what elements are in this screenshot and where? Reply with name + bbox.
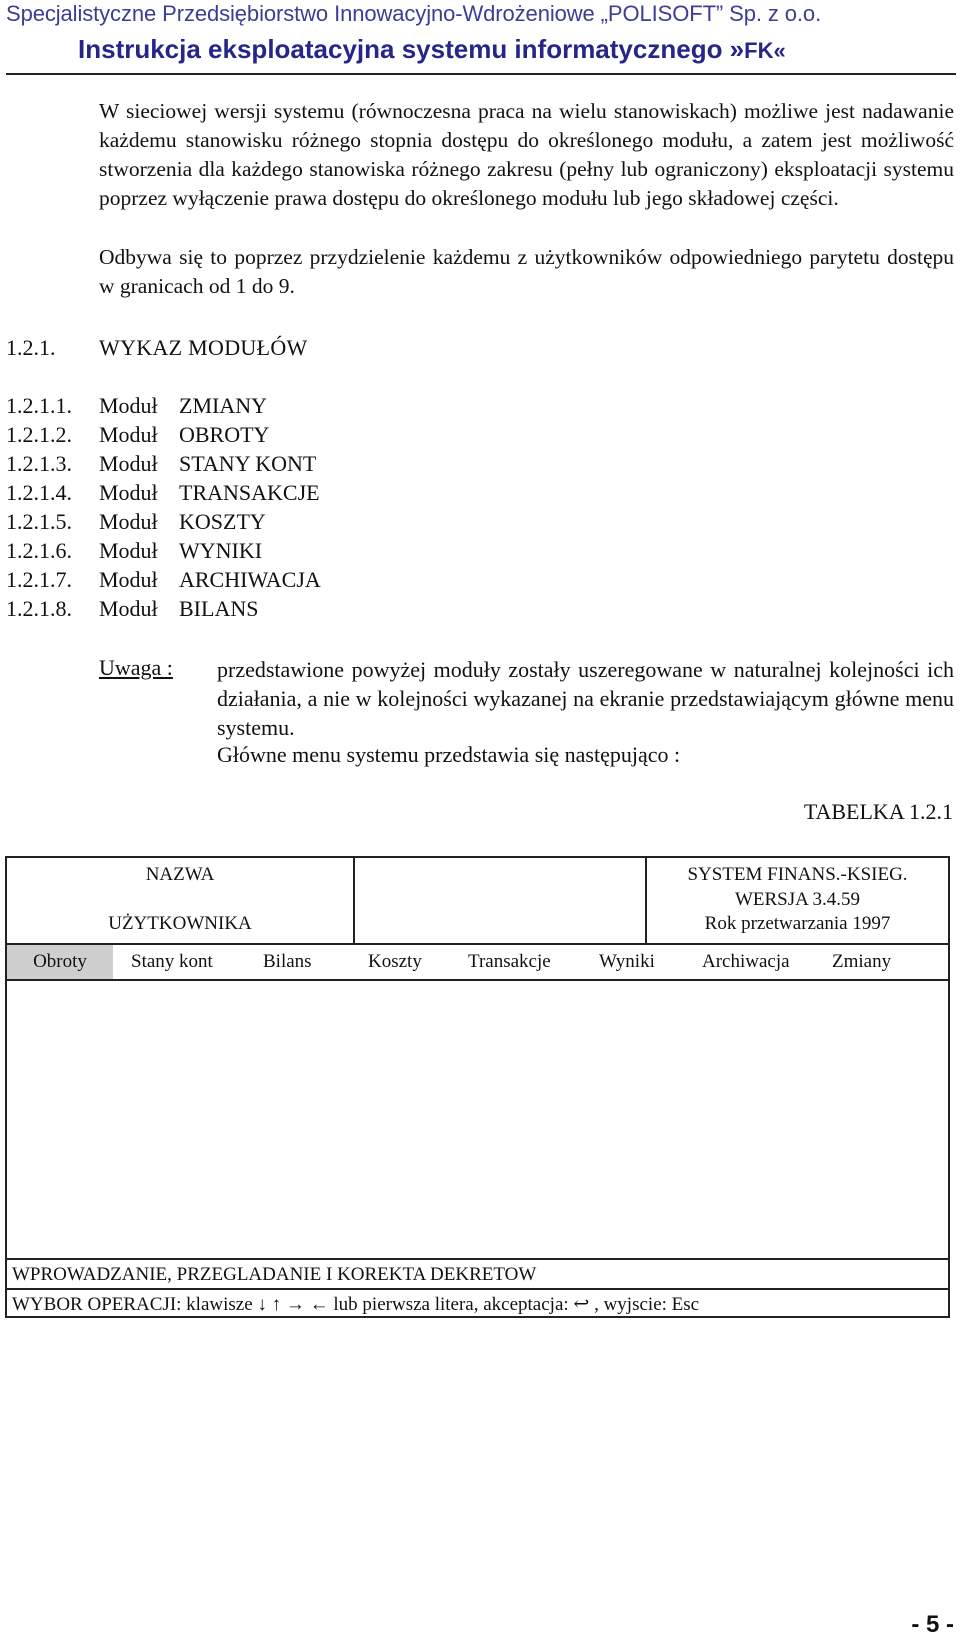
- module-list: [6, 391, 606, 623]
- menu-item-stany-kont[interactable]: Stany kont: [131, 951, 213, 972]
- module-name: STANY KONT: [179, 451, 317, 476]
- section-number: 1.2.1.: [6, 335, 56, 360]
- module-number: 1.2.1.4.: [6, 480, 72, 505]
- module-name: BILANS: [179, 596, 259, 621]
- intro-paragraph-1: W sieciowej wersji systemu (równoczesna praca na wielu stanowiskach) możliwe jest nadawanie każdemu stanowisku różnego stopnia dostępu do określonego modułu, a zatem jest możliwość stworzenia dla każdego stanowiska różnego zakresu (pełny lub ograniczony) eksploatacji systemu poprzez wyłączenie prawa dostępu do określonego modułu lub jego składowej części.: [99, 99, 954, 210]
- menu-item-transakcje[interactable]: Transakcje: [468, 951, 551, 972]
- module-number: 1.2.1.3.: [6, 451, 72, 476]
- module-name: TRANSAKCJE: [179, 480, 320, 505]
- module-item: [6, 391, 606, 420]
- module-word: Moduł: [99, 422, 158, 447]
- main-menu-screen: [5, 856, 950, 1318]
- document-title: [78, 34, 958, 65]
- module-word: Moduł: [99, 509, 158, 534]
- module-word: Moduł: [99, 480, 158, 505]
- module-name: WYNIKI: [179, 538, 263, 563]
- table-caption: TABELKA 1.2.1: [803, 799, 953, 824]
- document-title-suffix: FK«: [744, 38, 786, 63]
- menu-item-bilans[interactable]: Bilans: [263, 951, 312, 972]
- menu-item-obroty[interactable]: Obroty: [7, 945, 113, 979]
- module-number: 1.2.1.7.: [6, 567, 72, 592]
- module-number: 1.2.1.6.: [6, 538, 72, 563]
- note-label: Uwaga :: [99, 655, 173, 680]
- module-word: Moduł: [99, 596, 158, 621]
- menu-item-zmiany[interactable]: Zmiany: [832, 951, 892, 972]
- user-name-value-cell: [355, 858, 647, 943]
- menu-item-archiwacja[interactable]: Archiwacja: [702, 951, 790, 972]
- note-text: przedstawione powyżej moduły zostały uszeregowane w naturalnej kolejności ich działania, a nie w kolejności wykazanej na ekranie przedstawiającym główne menu systemu.: [217, 657, 954, 740]
- module-number: 1.2.1.2.: [6, 422, 72, 447]
- module-word: Moduł: [99, 567, 158, 592]
- menu-item-koszty[interactable]: Koszty: [368, 951, 422, 972]
- main-menu-bar: [7, 945, 948, 981]
- page-number: - 5 -: [911, 1611, 954, 1638]
- system-version: WERSJA 3.4.59: [734, 889, 861, 910]
- module-number: 1.2.1.1.: [6, 393, 72, 418]
- module-name: ZMIANY: [179, 393, 267, 418]
- user-name-cell: [7, 858, 355, 943]
- module-name: OBROTY: [179, 422, 270, 447]
- document-title-main: Instrukcja eksploatacyjna systemu informatycznego »: [78, 34, 745, 64]
- module-number: 1.2.1.5.: [6, 509, 72, 534]
- user-label-line-1: NAZWA: [145, 864, 215, 885]
- company-header: Specjalistyczne Przedsiębiorstwo Innowacyjno-Wdrożeniowe „POLISOFT” Sp. z o.o.: [6, 1, 822, 26]
- module-name: KOSZTY: [179, 509, 266, 534]
- system-info-cell: [647, 858, 948, 943]
- module-item: [6, 478, 606, 507]
- menu-item-wyniki[interactable]: Wyniki: [599, 951, 655, 972]
- screen-body: [7, 981, 948, 1258]
- module-word: Moduł: [99, 451, 158, 476]
- module-word: Moduł: [99, 538, 158, 563]
- module-number: 1.2.1.8.: [6, 596, 72, 621]
- processing-year: Rok przetwarzania 1997: [704, 913, 891, 934]
- module-name: ARCHIWACJA: [179, 567, 321, 592]
- module-item: [6, 420, 606, 449]
- help-line: WYBOR OPERACJI: klawisze ↓ ↑ → ← lub pierwsza litera, akceptacja: ↩ , wyjscie: Esc: [12, 1294, 700, 1315]
- section-title: WYKAZ MODUŁÓW: [99, 335, 308, 360]
- module-item: [6, 594, 606, 623]
- system-name: SYSTEM FINANS.-KSIEG.: [687, 864, 908, 885]
- module-item: [6, 565, 606, 594]
- intro-paragraph-2: Odbywa się to poprzez przydzielenie każdemu z użytkowników odpowiedniego parytetu dostępu w granicach od 1 do 9.: [99, 245, 954, 298]
- screen-header-row: [7, 858, 948, 945]
- module-item: [6, 536, 606, 565]
- module-item: [6, 507, 606, 536]
- module-item: [6, 449, 606, 478]
- header-divider: [6, 73, 956, 75]
- module-word: Moduł: [99, 393, 158, 418]
- user-label-line-2: UŻYTKOWNIKA: [108, 913, 252, 934]
- status-line: WPROWADZANIE, PRZEGLADANIE I KOREKTA DEKRETOW: [7, 1258, 948, 1290]
- note-menu-intro: Główne menu systemu przedstawia się następująco :: [217, 742, 681, 767]
